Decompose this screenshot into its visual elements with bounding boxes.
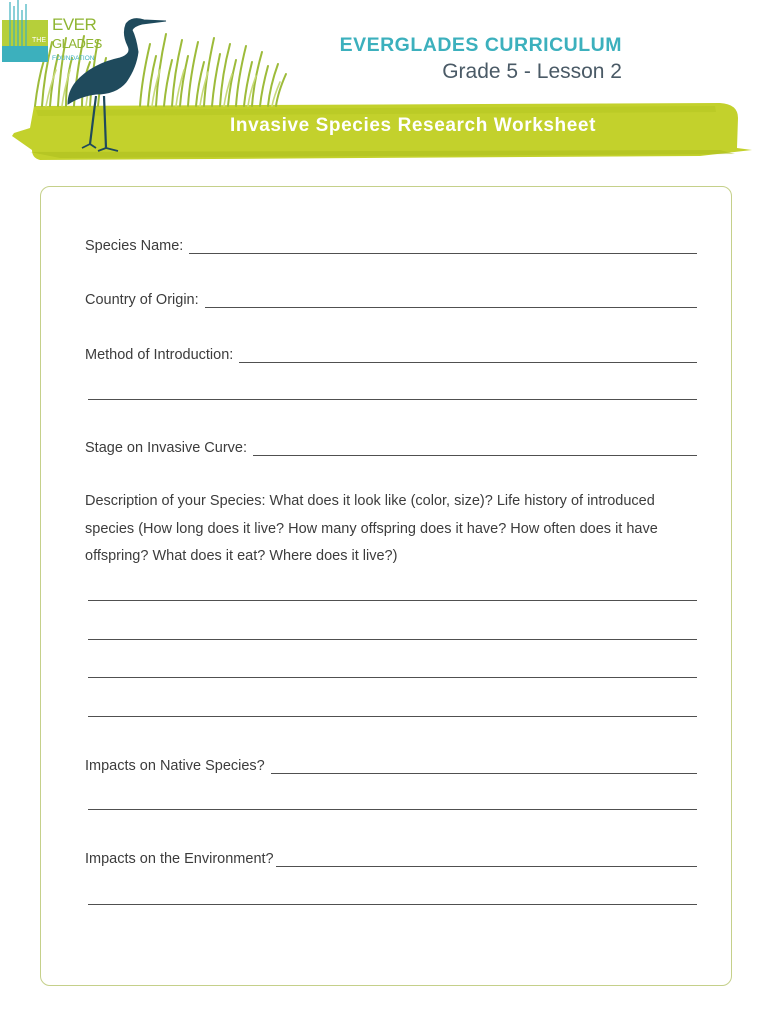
- lesson-subtitle: Grade 5 - Lesson 2: [442, 60, 622, 83]
- worksheet-title: Invasive Species Research Worksheet: [229, 115, 596, 136]
- header-art: [0, 0, 768, 175]
- stage-on-curve-answer-line[interactable]: [253, 439, 697, 456]
- impacts-environment-row: [85, 850, 697, 867]
- description-prompt: Description of your Species: What does it look like (color, size)? Life history of introduced species (How long does it live? How many offspring does it have? How often does it have offspring? What does it eat? Where does it live?): [85, 493, 658, 564]
- impacts-environment-answer-line[interactable]: [276, 850, 697, 867]
- description-answer-line-2[interactable]: [88, 639, 697, 640]
- method-of-introduction-answer-line[interactable]: [239, 346, 697, 363]
- everglades-foundation-logo: [0, 0, 110, 68]
- curriculum-title: EVERGLADES CURRICULUM: [339, 34, 622, 56]
- stage-on-curve-row: [85, 439, 697, 456]
- description-answer-line-3[interactable]: [88, 677, 697, 678]
- species-name-label: Species Name:: [85, 238, 184, 254]
- country-of-origin-row: [85, 291, 697, 308]
- impacts-native-answer-line-2[interactable]: [88, 809, 697, 810]
- country-of-origin-label: Country of Origin:: [85, 292, 199, 308]
- method-of-introduction-row: [85, 346, 697, 363]
- impacts-native-label: Impacts on Native Species?: [85, 758, 265, 774]
- impacts-environment-answer-line-2[interactable]: [88, 904, 697, 905]
- description-answer-line-1[interactable]: [88, 600, 697, 601]
- description-answer-line-4[interactable]: [88, 716, 697, 717]
- country-of-origin-answer-line[interactable]: [205, 291, 697, 308]
- svg-text:EVER: EVER: [52, 15, 97, 34]
- impacts-environment-label: Impacts on the Environment?: [85, 851, 274, 867]
- impacts-native-row: [85, 757, 697, 774]
- svg-text:FOUNDATION: FOUNDATION: [52, 55, 95, 62]
- species-name-answer-line[interactable]: [189, 237, 697, 254]
- svg-text:GLADES: GLADES: [52, 36, 102, 51]
- svg-text:THE: THE: [32, 37, 46, 44]
- method-of-introduction-answer-line-2[interactable]: [88, 399, 697, 400]
- species-name-row: [85, 237, 697, 254]
- stage-on-curve-label: Stage on Invasive Curve:: [85, 440, 248, 456]
- method-of-introduction-label: Method of Introduction:: [85, 347, 234, 363]
- header: [0, 0, 768, 175]
- impacts-native-answer-line[interactable]: [271, 757, 697, 774]
